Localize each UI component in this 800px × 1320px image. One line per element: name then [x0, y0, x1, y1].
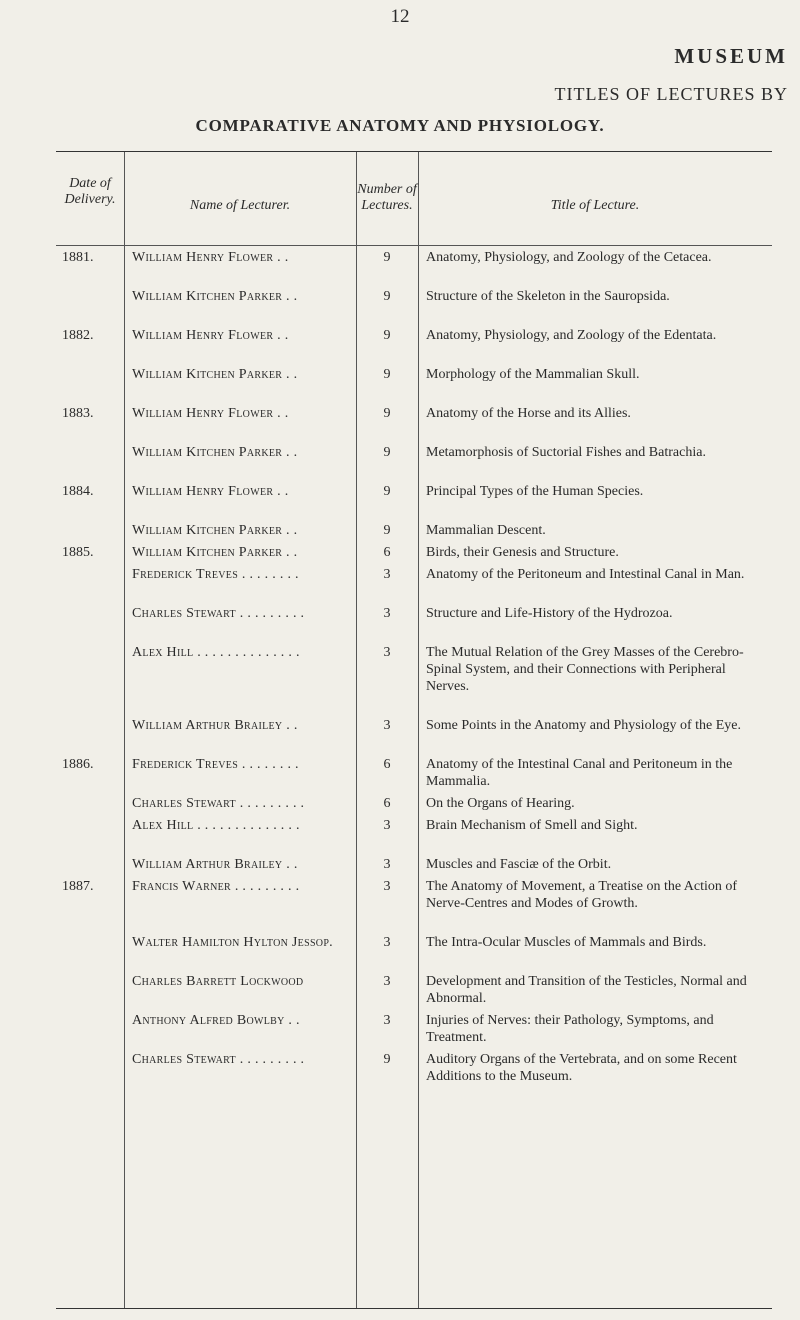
row-lecture-count: 3 — [383, 818, 391, 833]
row-date — [56, 444, 124, 478]
row-date — [56, 973, 124, 1007]
table-row — [56, 288, 772, 322]
row-lecturer-name: Francis Warner . . . . . . . . . — [132, 879, 300, 894]
row-lecture-count: 3 — [383, 606, 391, 621]
row-lecture-title: Structure and Life-History of the Hydrozoa. — [426, 606, 673, 621]
table-row — [56, 717, 772, 751]
row-date: 1887. — [62, 879, 94, 894]
table-row — [56, 644, 772, 712]
row-lecture-title: Birds, their Genesis and Structure. — [426, 545, 619, 560]
row-date — [56, 1012, 124, 1046]
row-lecturer-name: Frederick Treves . . . . . . . . — [132, 757, 299, 772]
row-lecture-count: 3 — [383, 567, 391, 582]
table-row — [56, 522, 772, 539]
row-lecturer-name: Charles Stewart . . . . . . . . . — [132, 796, 305, 811]
table-row — [56, 795, 772, 812]
row-lecturer-name: Charles Stewart . . . . . . . . . — [132, 1052, 305, 1067]
table-row — [56, 934, 772, 968]
row-lecture-title: Metamorphosis of Suctorial Fishes and Batrachia. — [426, 445, 706, 460]
row-lecturer-name: William Arthur Brailey . . — [132, 718, 298, 733]
row-lecturer-name: Walter Hamilton Hylton Jessop. — [132, 935, 333, 950]
row-lecture-title: The Mutual Relation of the Grey Masses of the Cerebro-Spinal System, and their Connections with Peripheral Nerves. — [426, 645, 744, 694]
page-number: 12 — [390, 6, 410, 27]
row-lecture-count: 3 — [383, 1013, 391, 1028]
row-date: 1884. — [62, 484, 94, 499]
table-row — [56, 817, 772, 851]
column-header-number: Number of Lectures. — [357, 182, 417, 213]
table-row — [56, 856, 772, 873]
row-lecturer-name: Alex Hill . . . . . . . . . . . . . . — [132, 645, 300, 660]
row-date: 1881. — [62, 250, 94, 265]
row-lecturer-name: William Kitchen Parker . . — [132, 367, 298, 382]
table-row — [56, 405, 772, 439]
row-date — [56, 566, 124, 600]
row-lecture-title: Brain Mechanism of Smell and Sight. — [426, 818, 638, 833]
row-date: 1882. — [62, 328, 94, 343]
row-lecture-title: Structure of the Skeleton in the Sauropsida. — [426, 289, 670, 304]
table-row — [56, 1051, 772, 1102]
row-lecture-title: Anatomy, Physiology, and Zoology of the Cetacea. — [426, 250, 712, 265]
table-row — [56, 327, 772, 361]
row-date — [56, 644, 124, 712]
row-date — [56, 288, 124, 322]
row-date — [56, 717, 124, 751]
row-lecture-count: 9 — [383, 484, 391, 499]
header-rule — [56, 245, 772, 246]
row-lecturer-name: Alex Hill . . . . . . . . . . . . . . — [132, 818, 300, 833]
row-lecture-count: 9 — [383, 367, 391, 382]
row-lecturer-name: William Henry Flower . . — [132, 328, 289, 343]
row-lecture-title: Mammalian Descent. — [426, 523, 546, 538]
row-lecture-title: Anatomy of the Peritoneum and Intestinal Canal in Man. — [426, 567, 745, 582]
heading-museum: MUSEUM — [674, 44, 788, 68]
heading-titles: TITLES OF LECTURES BY — [554, 84, 788, 104]
row-lecture-count: 3 — [383, 718, 391, 733]
row-lecturer-name: William Kitchen Parker . . — [132, 523, 298, 538]
row-lecture-title: Principal Types of the Human Species. — [426, 484, 644, 499]
column-header-title: Title of Lecture. — [550, 198, 640, 213]
table-row — [56, 878, 772, 929]
row-lecture-count: 9 — [383, 250, 391, 265]
row-lecture-count: 3 — [383, 857, 391, 872]
row-date — [56, 934, 124, 968]
table-row — [56, 756, 772, 790]
row-lecturer-name: William Henry Flower . . — [132, 406, 289, 421]
row-lecturer-name: William Henry Flower . . — [132, 250, 289, 265]
table-row — [56, 544, 772, 561]
row-date — [56, 1051, 124, 1102]
row-date — [56, 795, 124, 812]
row-lecture-title: Anatomy of the Horse and its Allies. — [426, 406, 631, 421]
row-lecture-title: The Anatomy of Movement, a Treatise on the Action of Nerve-Centres and Modes of Growth. — [426, 879, 738, 911]
table-row — [56, 366, 772, 400]
row-lecture-title: Muscles and Fasciæ of the Orbit. — [426, 857, 612, 872]
row-lecture-title: Development and Transition of the Testicles, Normal and Abnormal. — [426, 974, 747, 1006]
row-lecturer-name: William Arthur Brailey . . — [132, 857, 298, 872]
row-lecture-count: 9 — [383, 328, 391, 343]
table-row — [56, 1012, 772, 1046]
row-lecture-title: Anatomy of the Intestinal Canal and Peritoneum in the Mammalia. — [426, 757, 733, 789]
row-date: 1883. — [62, 406, 94, 421]
row-date — [56, 605, 124, 639]
row-lecturer-name: Charles Barrett Lockwood — [132, 974, 304, 989]
row-lecture-count: 9 — [383, 445, 391, 460]
row-date — [56, 817, 124, 851]
row-lecturer-name: William Kitchen Parker . . — [132, 445, 298, 460]
row-lecture-count: 3 — [383, 879, 391, 894]
row-lecture-count: 6 — [383, 796, 391, 811]
row-date — [56, 366, 124, 400]
row-lecturer-name: William Kitchen Parker . . — [132, 545, 298, 560]
row-lecture-title: Morphology of the Mammalian Skull. — [426, 367, 640, 382]
row-lecture-title: The Intra-Ocular Muscles of Mammals and Birds. — [426, 935, 707, 950]
row-lecture-count: 9 — [383, 289, 391, 304]
table-row — [56, 605, 772, 639]
table-row — [56, 249, 772, 283]
table-row — [56, 566, 772, 600]
row-date — [56, 522, 124, 539]
column-header-date: Date of Delivery. — [64, 176, 116, 207]
row-lecture-title: Auditory Organs of the Vertebrata, and on some Recent Additions to the Museum. — [426, 1052, 737, 1084]
row-date: 1886. — [62, 757, 94, 772]
row-lecture-count: 3 — [383, 935, 391, 950]
row-lecture-title: Anatomy, Physiology, and Zoology of the Edentata. — [426, 328, 717, 343]
table-row — [56, 444, 772, 478]
row-lecture-count: 9 — [383, 1052, 391, 1067]
row-lecture-count: 9 — [383, 523, 391, 538]
row-lecture-title: Some Points in the Anatomy and Physiology of the Eye. — [426, 718, 741, 733]
table-body — [56, 249, 772, 1107]
column-header-name: Name of Lecturer. — [189, 198, 291, 213]
row-lecturer-name: Frederick Treves . . . . . . . . — [132, 567, 299, 582]
table-row — [56, 973, 772, 1007]
table-row — [56, 483, 772, 517]
row-lecture-count: 6 — [383, 545, 391, 560]
row-date — [56, 856, 124, 873]
lectures-table — [56, 151, 772, 1309]
row-lecture-count: 9 — [383, 406, 391, 421]
row-date: 1885. — [62, 545, 94, 560]
row-lecture-title: On the Organs of Hearing. — [426, 796, 575, 811]
row-lecture-count: 3 — [383, 974, 391, 989]
row-lecturer-name: William Henry Flower . . — [132, 484, 289, 499]
row-lecturer-name: William Kitchen Parker . . — [132, 289, 298, 304]
heading-subject: COMPARATIVE ANATOMY AND PHYSIOLOGY. — [195, 116, 605, 135]
row-lecture-title: Injuries of Nerves: their Pathology, Symptoms, and Treatment. — [426, 1013, 714, 1045]
row-lecturer-name: Anthony Alfred Bowlby . . — [132, 1013, 300, 1028]
row-lecture-count: 3 — [383, 645, 391, 660]
row-lecturer-name: Charles Stewart . . . . . . . . . — [132, 606, 305, 621]
row-lecture-count: 6 — [383, 757, 391, 772]
